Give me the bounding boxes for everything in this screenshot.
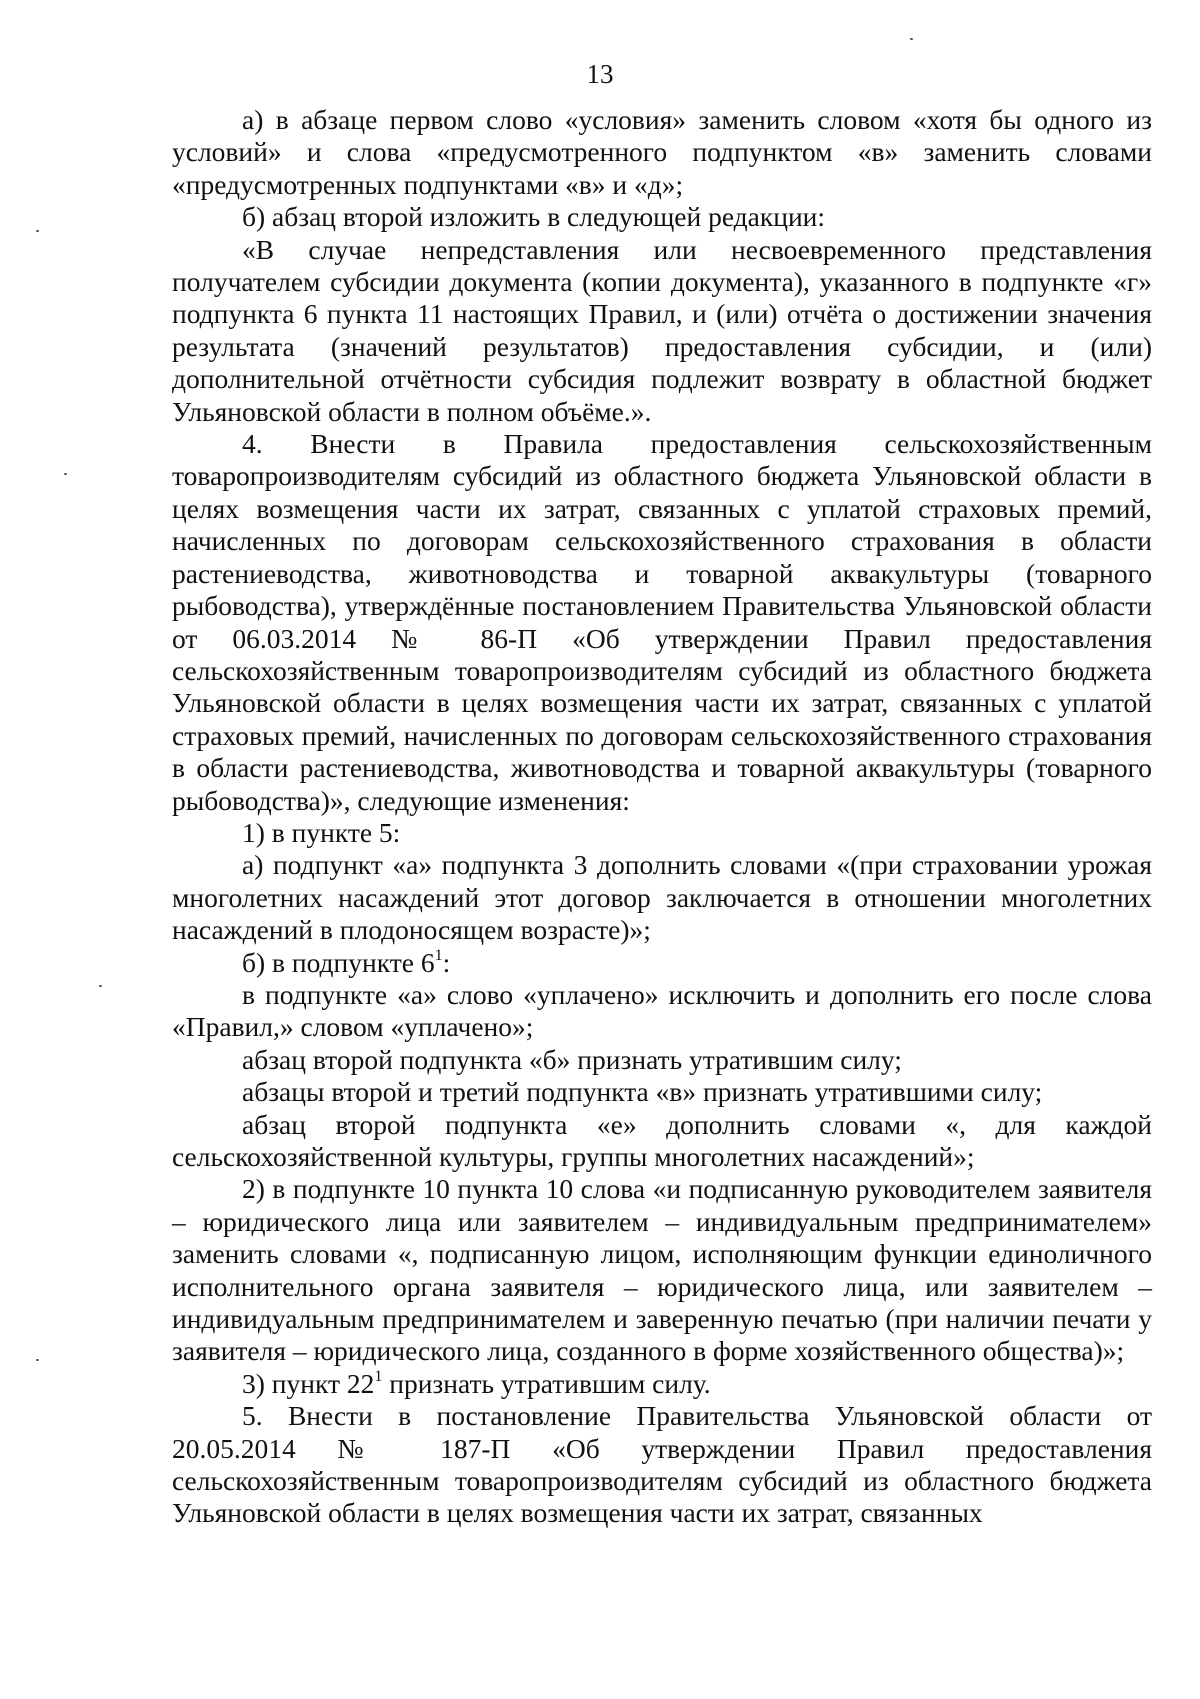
scan-speck xyxy=(36,230,39,232)
page-number: 13 xyxy=(586,59,614,89)
paragraph-b-second-abzac: б) абзац второй изложить в следующей редакции: xyxy=(242,201,826,233)
scan-speck xyxy=(99,985,102,987)
superscript-6-1: 1 xyxy=(434,946,443,964)
scan-speck xyxy=(64,473,67,475)
paragraph-item-4-1-b xyxy=(172,947,1152,979)
paragraph-subitem-e-addition: абзац второй подпункта «е» дополнить словами «, для каждой сельскохозяйственной культуры, группы многолетних насаждений»; xyxy=(172,1108,1152,1172)
paragraph-item-4-2: 2) в подпункте 10 пункта 10 слова «и подписанную руководителем заявителя – юридического лица или заявителем – индивидуальным предпринимателем» заменить словами «, подписанную лицом, исполняющим функции единоличного исполнительного органа заявителя – юридического лица, или заявителем – индивидуальным предпринимателем и заверенную печатью (при наличии печати у заявителя – юридического лица, созданного в форме хозяйственного общества)»; xyxy=(172,1173,1152,1367)
scan-speck xyxy=(36,1359,39,1361)
paragraph-item-4-3 xyxy=(172,1368,1152,1400)
paragraph-item-5: 5. Внести в постановление Правительства Ульяновской области от 20.05.2014 № 187-П «Об утверждении Правил предоставления сельскохозяйственным товаропроизводителям субсидий из областного бюджета Ульяновской области в целях возмещения части их затрат, связанных xyxy=(172,1400,1152,1529)
paragraph-quoted-new-text: «В случае непредставления или несвоевременного представления получателем субсидии документа (копии документа), указанного в подпункте «г» подпункта 6 пункта 11 настоящих Правил, и (или) отчёта о достижении значения результата (значений результатов) предоставления субсидии, и (или) дополнительной отчётности субсидия подлежит возврату в областной бюджет Ульяновской области в полном объёме.». xyxy=(172,233,1152,427)
paragraph-item-4-3-suffix: признать утратившим силу. xyxy=(382,1367,711,1399)
paragraph-item-4-3-text: 3) пункт 22 xyxy=(242,1367,375,1399)
superscript-22-1: 1 xyxy=(374,1367,383,1385)
paragraph-item-4-1-a: а) подпункт «а» подпункта 3 дополнить словами «(при страховании урожая многолетних насаждений этот договор заключается в отношении многолетних насаждений в плодоносящем возрасте)»; xyxy=(172,849,1152,946)
paragraph-item-4-1: 1) в пункте 5: xyxy=(242,816,401,848)
paragraph-item-4-1-b-suffix: : xyxy=(442,946,451,978)
paragraph-subitem-a-uplacheno: в подпункте «а» слово «уплачено» исключить и дополнить его после слова «Правил,» словом «уплачено»; xyxy=(172,978,1152,1043)
paragraph-a-first-abzac: а) в абзаце первом слово «условия» заменить словом «хотя бы одного из условий» и слова «предусмотренного подпунктом «в» заменить словами «предусмотренных подпунктами «в» и «д»; xyxy=(172,104,1152,200)
scan-speck xyxy=(910,38,913,40)
document-body xyxy=(172,104,1152,1530)
paragraph-item-4-1-b-text: б) в подпункте 6 xyxy=(242,946,435,978)
paragraph-subitem-v-lost-force: абзацы второй и третий подпункта «в» признать утратившими силу; xyxy=(242,1076,1043,1108)
paragraph-subitem-b-lost-force: абзац второй подпункта «б» признать утратившим силу; xyxy=(242,1043,902,1075)
paragraph-item-4: 4. Внести в Правила предоставления сельскохозяйственным товаропроизводителям субсидий из областного бюджета Ульяновской области в целях возмещения части их затрат, связанных с уплатой страховых премий, начисленных по договорам сельскохозяйственного страхования в области растениеводства, животноводства и товарной аквакультуры (товарного рыбоводства), утверждённые постановлением Правительства Ульяновской области от 06.03.2014 № 86-П «Об утверждении Правил предоставления сельскохозяйственным товаропроизводителям субсидий из областного бюджета Ульяновской области в целях возмещения части их затрат, связанных с уплатой страховых премий, начисленных по договорам сельскохозяйственного страхования в области растениеводства, животноводства и товарной аквакультуры (товарного рыбоводства)», следующие изменения: xyxy=(172,428,1152,816)
